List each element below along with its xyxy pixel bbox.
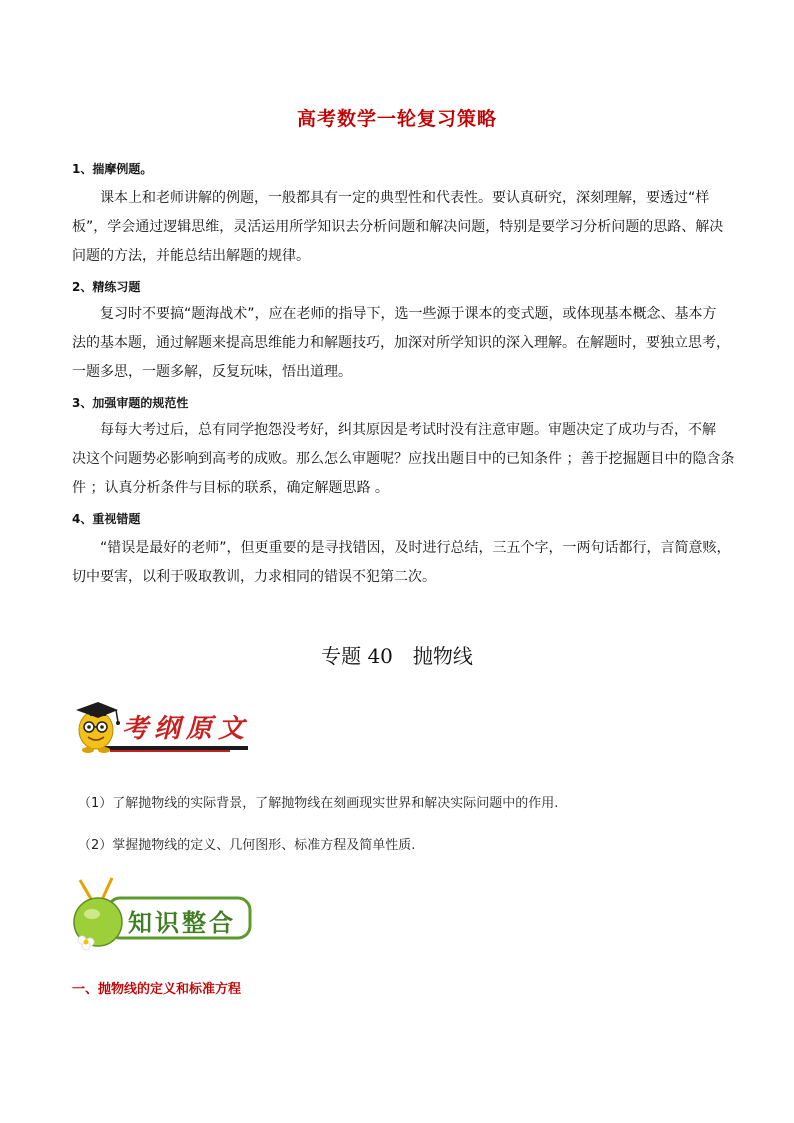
paragraph-line: “错误是最好的老师”，但更重要的是寻找错因，及时进行总结，三五个字，一两句话都行，言简意赅， xyxy=(100,540,731,556)
section-heading-2: 2、精练习题 xyxy=(72,280,141,294)
section-heading-3: 3、加强审题的规范性 xyxy=(72,396,189,410)
paragraph-line: 一题多思，一题多解，反复玩味，悟出道理。 xyxy=(72,364,352,380)
section-body-4 xyxy=(72,534,731,592)
paragraph-line: 课本上和老师讲解的例题，一般都具有一定的典型性和代表性。要认真研究，深刻理解，要透过“样 xyxy=(100,190,710,206)
outline-item-1: （1）了解抛物线的实际背景，了解抛物线在刻画现实世界和解决实际问题中的作用. xyxy=(78,796,559,811)
paragraph-line: 复习时不要搞“题海战术”，应在老师的指导下，选一些源于课本的变式题，或体现基本概念、基本方 xyxy=(100,306,717,322)
paragraph-line: 板”，学会通过逻辑思维，灵活运用所学知识去分析问题和解决问题，特别是要学习分析问题的思路、解决 xyxy=(72,219,724,235)
outline-banner-label: 考纲原文 xyxy=(122,714,251,744)
section-body-2 xyxy=(72,300,730,387)
paragraph-line: 每每大考过后，总有同学抱怨没考好，纠其原因是考试时没有注意审题。审题决定了成功与否，不解 xyxy=(100,422,716,438)
section-body-1 xyxy=(72,184,724,271)
paragraph-line: 法的基本题，通过解题来提高思维能力和解题技巧，加深对所学知识的深入理解。在解题时，要独立思考， xyxy=(72,335,730,351)
topic-title: 专题 40 抛物线 xyxy=(321,644,473,668)
document-title: 高考数学一轮复习策略 xyxy=(296,108,497,130)
section-heading-1: 1、揣摩例题。 xyxy=(72,162,153,176)
paragraph-line: 件 ；认真分析条件与目标的联系，确定解题思路 。 xyxy=(72,480,389,496)
subsection-heading: 一、抛物线的定义和标准方程 xyxy=(72,982,242,997)
paragraph-line: 决这个问题势必影响到高考的成败。那么怎么审题呢？应找出题目中的已知条件 ；善于挖掘题目中的隐含条 xyxy=(72,451,735,467)
paragraph-line: 问题的方法，并能总结出解题的规律。 xyxy=(72,248,310,264)
knowledge-banner-label: 知识整合 xyxy=(128,908,236,937)
outline-item-2: （2）掌握抛物线的定义、几何图形、标准方程及简单性质. xyxy=(78,838,416,853)
outline-banner xyxy=(70,696,260,760)
section-heading-4: 4、重视错题 xyxy=(72,512,141,526)
section-body-3 xyxy=(72,416,735,503)
knowledge-banner xyxy=(68,876,258,952)
paragraph-line: 切中要害，以利于吸取教训，力求相同的错误不犯第二次。 xyxy=(72,569,436,585)
